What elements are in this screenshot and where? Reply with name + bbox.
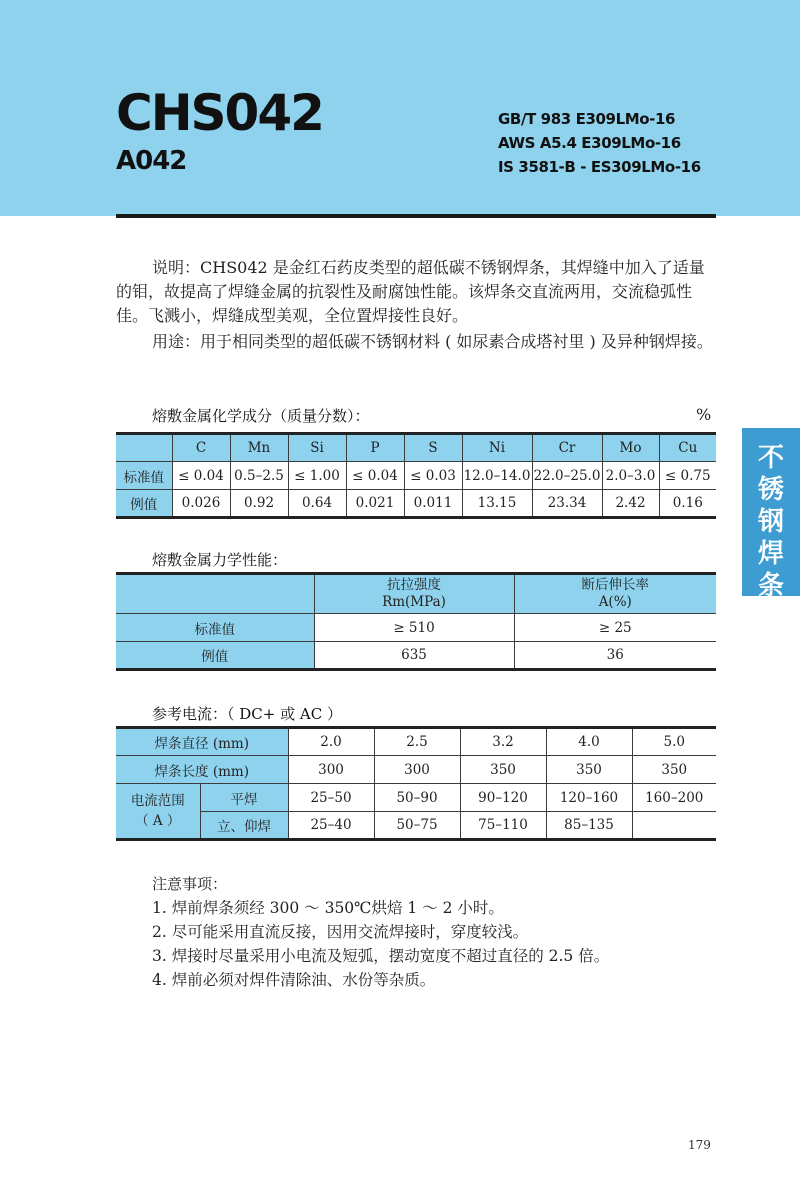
current-title-text: 参考电流： xyxy=(152,705,228,723)
table-cell: 3.2 xyxy=(460,728,546,756)
mechanical-section-title: 熔敷金属力学性能： xyxy=(152,551,288,569)
table-cell: 12.0–14.0 xyxy=(462,462,532,490)
header-divider xyxy=(116,214,716,218)
side-tab-char: 钢 xyxy=(757,507,784,537)
table-header-cell: P xyxy=(346,434,404,462)
table-row xyxy=(116,490,716,518)
current-title-polarity: （ DC+ 或 AC ） xyxy=(227,705,342,723)
note-item: 4. 焊前必须对焊件清除油、水份等杂质。 xyxy=(152,971,436,989)
row-label-cell: 例值 xyxy=(116,642,314,670)
chemical-section-title: 熔敷金属化学成分（质量分数）： xyxy=(152,407,370,425)
note-item: 3. 焊接时尽量采用小电流及短弧，摆动宽度不超过直径的 2.5 倍。 xyxy=(152,947,610,965)
table-header-cell: Mn xyxy=(230,434,288,462)
table-cell: 25–50 xyxy=(288,784,374,812)
table-cell: 0.5–2.5 xyxy=(230,462,288,490)
elongation-unit: A(%) xyxy=(598,594,632,610)
table-row xyxy=(116,812,716,840)
table-cell: ≥ 25 xyxy=(514,614,716,642)
table-header-cell: Mo xyxy=(602,434,659,462)
table-cell: 85–135 xyxy=(546,812,632,840)
table-row xyxy=(116,728,716,756)
table-cell: ≤ 1.00 xyxy=(288,462,346,490)
table-cell: 13.15 xyxy=(462,490,532,518)
row-label-cell: 标准值 xyxy=(116,614,314,642)
table-cell: ≥ 510 xyxy=(314,614,514,642)
standards-list xyxy=(498,107,701,179)
notes-section xyxy=(152,872,609,992)
table-cell xyxy=(632,812,716,840)
row-label-cell: 例值 xyxy=(116,490,172,518)
table-cell: 0.64 xyxy=(288,490,346,518)
table-cell: 50–75 xyxy=(374,812,460,840)
table-cell: 0.16 xyxy=(659,490,716,518)
page-number: 179 xyxy=(688,1138,711,1152)
side-tab-char: 焊 xyxy=(757,539,784,569)
table-header-cell xyxy=(116,434,172,462)
table-cell: 120–160 xyxy=(546,784,632,812)
table-row xyxy=(116,784,716,812)
table-cell: 0.011 xyxy=(404,490,462,518)
table-cell: 2.5 xyxy=(374,728,460,756)
tensile-strength-label: 抗拉强度 xyxy=(387,577,441,593)
note-item: 1. 焊前焊条须经 300 ～ 350℃烘焙 1 ～ 2 小时。 xyxy=(152,899,504,917)
table-cell: 50–90 xyxy=(374,784,460,812)
table-cell: 90–120 xyxy=(460,784,546,812)
description-paragraph xyxy=(116,256,716,328)
table-cell: ≤ 0.75 xyxy=(659,462,716,490)
elongation-label: 断后伸长率 xyxy=(581,577,649,593)
standard-gb: GB/T 983 E309LMo-16 xyxy=(498,110,676,128)
side-tab-char: 不 xyxy=(757,443,784,473)
table-cell: 0.021 xyxy=(346,490,404,518)
product-grade-subtitle: A042 xyxy=(116,146,187,176)
chemical-composition-table xyxy=(116,432,716,519)
reference-current-table xyxy=(116,726,716,841)
tensile-strength-unit: Rm(MPa) xyxy=(382,594,446,610)
current-range-label: 电流范围 xyxy=(130,793,185,809)
table-cell: 0.026 xyxy=(172,490,230,518)
diameter-label-cell: 焊条直径 (mm) xyxy=(116,728,288,756)
section-side-tab xyxy=(742,428,800,601)
current-section-title xyxy=(152,703,342,724)
row-label-cell: 标准值 xyxy=(116,462,172,490)
chemical-unit: % xyxy=(696,405,712,424)
length-label-cell: 焊条长度 (mm) xyxy=(116,756,288,784)
current-range-label-cell xyxy=(116,784,200,840)
usage-label: 用途 xyxy=(152,332,185,351)
table-cell: 2.0–3.0 xyxy=(602,462,659,490)
mechanical-header-row xyxy=(116,574,716,614)
table-header-cell: Ni xyxy=(462,434,532,462)
table-cell: 25–40 xyxy=(288,812,374,840)
tensile-strength-header xyxy=(314,574,514,614)
table-cell: 4.0 xyxy=(546,728,632,756)
notes-title: 注意事项： xyxy=(152,875,228,893)
table-row xyxy=(116,614,716,642)
table-cell: ≤ 0.04 xyxy=(172,462,230,490)
table-row xyxy=(116,462,716,490)
product-code-title: CHS042 xyxy=(116,84,323,142)
table-row xyxy=(116,642,716,670)
table-header-cell: Si xyxy=(288,434,346,462)
chemical-header-row xyxy=(116,434,716,462)
table-cell: 300 xyxy=(374,756,460,784)
table-row xyxy=(116,756,716,784)
usage-text: ：用于相同类型的超低碳不锈钢材料 ( 如尿素合成塔衬里 ) 及异种钢焊接。 xyxy=(184,332,713,351)
table-cell: 0.92 xyxy=(230,490,288,518)
table-cell: 160–200 xyxy=(632,784,716,812)
description-label: 说明 xyxy=(152,258,185,277)
side-tab-char: 锈 xyxy=(757,475,784,505)
table-cell: ≤ 0.04 xyxy=(346,462,404,490)
table-cell: 350 xyxy=(546,756,632,784)
usage-paragraph xyxy=(116,330,716,354)
table-cell: 350 xyxy=(632,756,716,784)
table-cell: 5.0 xyxy=(632,728,716,756)
elongation-header xyxy=(514,574,716,614)
table-cell: 2.0 xyxy=(288,728,374,756)
standard-is: IS 3581-B - ES309LMo-16 xyxy=(498,158,701,176)
table-cell: ≤ 0.03 xyxy=(404,462,462,490)
table-cell: 300 xyxy=(288,756,374,784)
table-header-cell: C xyxy=(172,434,230,462)
table-cell: 350 xyxy=(460,756,546,784)
table-cell: 75–110 xyxy=(460,812,546,840)
side-tab-char: 条 xyxy=(757,571,784,601)
current-range-unit: （ A ） xyxy=(135,813,181,829)
table-header-cell: S xyxy=(404,434,462,462)
table-cell: 2.42 xyxy=(602,490,659,518)
vertical-overhead-position-label: 立、仰焊 xyxy=(200,812,288,840)
note-item: 2. 尽可能采用直流反接，因用交流焊接时，穿度较浅。 xyxy=(152,923,529,941)
flat-position-label: 平焊 xyxy=(200,784,288,812)
mechanical-properties-table xyxy=(116,572,716,671)
table-header-cell xyxy=(116,574,314,614)
table-cell: 36 xyxy=(514,642,716,670)
table-cell: 22.0–25.0 xyxy=(532,462,602,490)
table-cell: 635 xyxy=(314,642,514,670)
description-text: ：CHS042 是金红石药皮类型的超低碳不锈钢焊条，其焊缝中加入了适量的钼，故提高了焊缝金属的抗裂性及耐腐蚀性能。该焊条交直流两用，交流稳弧性佳。飞溅小，焊缝成型美观，全位置焊接性良好。 xyxy=(116,258,705,325)
standard-aws: AWS A5.4 E309LMo-16 xyxy=(498,134,681,152)
table-header-cell: Cr xyxy=(532,434,602,462)
table-header-cell: Cu xyxy=(659,434,716,462)
table-cell: 23.34 xyxy=(532,490,602,518)
header-band xyxy=(0,0,800,216)
